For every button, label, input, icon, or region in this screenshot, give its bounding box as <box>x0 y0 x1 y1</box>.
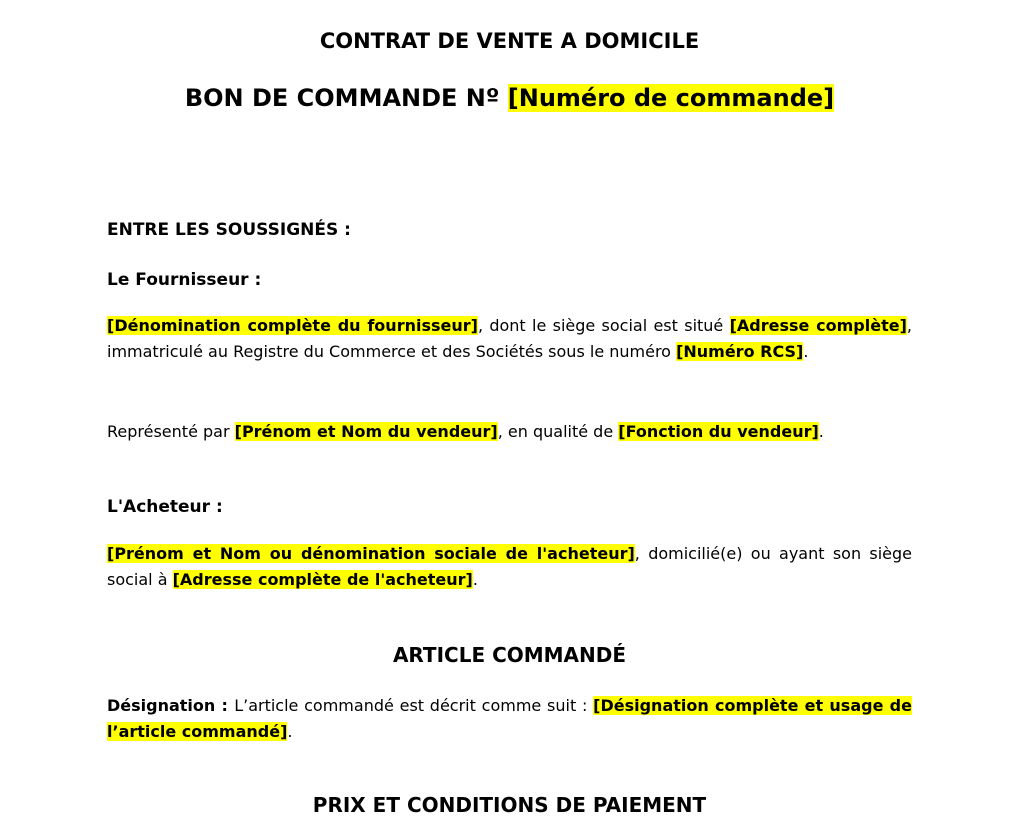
supplier-paragraph <box>107 313 912 365</box>
supplier-name-placeholder: [Dénomination complète du fournisseur] <box>107 316 478 335</box>
designation-label: Désignation : <box>107 696 235 715</box>
document-title: CONTRAT DE VENTE A DOMICILE <box>319 29 700 53</box>
supplier-text-2: , immatriculé au Registre du Commerce et des Sociétés sous le numéro <box>107 316 913 361</box>
buyer-paragraph <box>107 541 912 593</box>
supplier-text-1: , dont le siège social est situé <box>477 316 730 335</box>
supplier-address-placeholder: [Adresse complète] <box>729 316 907 335</box>
article-heading: ARTICLE COMMANDÉ <box>392 643 627 667</box>
supplier-text-3: . <box>803 342 809 361</box>
buyer-label: L'Acheteur : <box>107 497 223 517</box>
seller-function-placeholder: [Fonction du vendeur] <box>618 422 819 441</box>
designation-paragraph <box>107 693 912 745</box>
seller-name-placeholder: [Prénom et Nom du vendeur] <box>234 422 498 441</box>
designation-text-1: L’article commandé est décrit comme suit : <box>234 696 594 715</box>
order-form-title <box>107 84 912 112</box>
rep-text-2: , en qualité de <box>497 422 619 441</box>
buyer-address-placeholder: [Adresse complète de l'acheteur] <box>172 570 473 589</box>
price-heading: PRIX ET CONDITIONS DE PAIEMENT <box>312 793 707 817</box>
order-form-prefix: BON DE COMMANDE Nº <box>184 84 508 112</box>
buyer-text-1: , domicilié(e) ou ayant son siège social à <box>107 544 913 589</box>
designation-placeholder: [Désignation complète et usage de l’article commandé] <box>107 696 912 741</box>
rep-text-3: . <box>818 422 824 441</box>
designation-text-2: . <box>287 722 293 741</box>
parties-heading: ENTRE LES SOUSSIGNÉS : <box>107 220 351 240</box>
representative-paragraph <box>107 419 912 445</box>
supplier-rcs-placeholder: [Numéro RCS] <box>676 342 804 361</box>
buyer-name-placeholder: [Prénom et Nom ou dénomination sociale de l'acheteur] <box>107 544 635 563</box>
rep-text-1: Représenté par <box>107 422 235 441</box>
supplier-label: Le Fournisseur : <box>107 270 262 290</box>
order-number-placeholder: [Numéro de commande] <box>507 84 835 112</box>
buyer-text-2: . <box>472 570 478 589</box>
